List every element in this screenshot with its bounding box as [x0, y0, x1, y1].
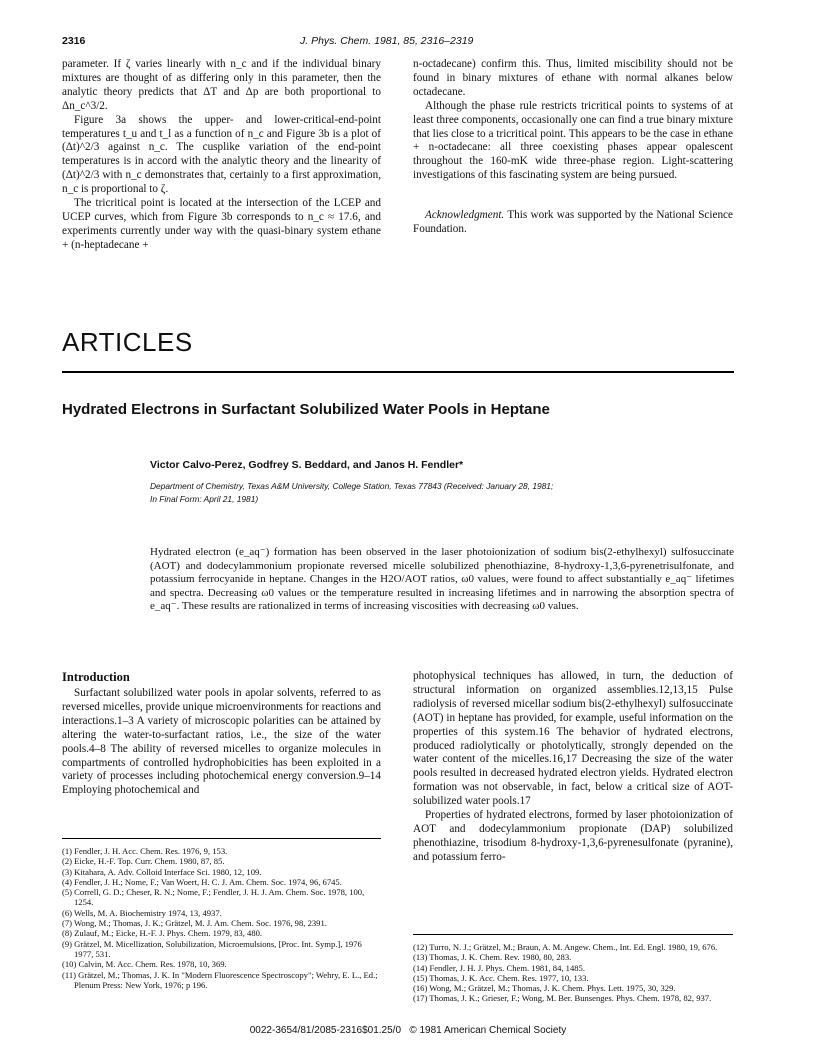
top-right-paragraph-2: Although the phase rule restricts tricritical points to systems of at least three components, occasionally one can find a true binary mixture that lies close to a tricritical point. This appears to be the case in ethane + n-octadecane: all three coexisting phases appear opalescent throughout the 160-mK wide three-phase region. Light-scattering investigations of this fascinating system are being pursued. [413, 99, 733, 182]
affiliation-line-2: In Final Form: April 21, 1981) [150, 494, 259, 504]
introduction-paragraph-1: Surfactant solubilized water pools in apolar solvents, referred to as reversed micelles, provide unique microenvironments for reactions and interactions.1–3 A variety of microscopic polarities can be attained by altering the water-to-surfactant ratios, i.e., the size of the water pools.4–8 The ability of reversed micelles to organize molecules in compartments of controlled hydrophobicities has been exploited in a variety of processes including photochemical energy conversion.9–14 Employing photochemical and [62, 687, 381, 797]
footnote-rule-right [413, 934, 733, 935]
footnote-rule-left [62, 838, 381, 839]
reference-item: (5) Correll, G. D.; Cheser, R. N.; Nome, F.; Fendler, J. H. J. Am. Chem. Soc. 1978, 100, 1254. [62, 887, 365, 908]
introduction-left-column [62, 687, 381, 798]
introduction-paragraph-2: photophysical techniques has allowed, in turn, the deduction of structural information on organized assemblies.12,13,15 Pulse radiolysis of reversed micellar sodium bis(2-ethylhexyl) sulfosuccinate (AOT) in heptane has provided, for example, useful information on the properties of this system.16 The behavior of hydrated electrons, produced radiolytically or photolytically, strongly depended on the water content of the micelles.16,17 Decreasing the size of the water pools resulted in decreased hydrated electron yields. Hydrated electron formation was not observable, in fact, below a critical size of AOT-solubilized water pools.17 [413, 670, 733, 808]
acknowledgment-label: Acknowledgment. [425, 209, 505, 222]
reference-item: (7) Wong, M.; Thomas, J. K.; Grätzel, M. J. Am. Chem. Soc. 1976, 98, 2391. [62, 918, 327, 929]
reference-item: (12) Turro, N. J.; Grätzel, M.; Braun, A. M. Angew. Chem., Int. Ed. Engl. 1980, 19, 676. [413, 942, 718, 952]
top-left-paragraph-3: The tricritical point is located at the intersection of the LCEP and UCEP curves, which from Figure 3b corresponds to n_c ≈ 17.6, and experiments currently under way with the quasi-binary system ethane + (n-heptadecane + [62, 197, 381, 251]
top-left-paragraph-2: Figure 3a shows the upper- and lower-critical-end-point temperatures t_u and t_l as a function of n_c and Figure 3b is a plot of (Δt)^2/3 against n_c. The cusplike variation of the end-point temperatures is in accord with the analytic theory and the linearity of (Δt)^2/3 with n_c demonstrates that, certainly to a first approximation, n_c is proportional to ζ. [62, 113, 381, 196]
top-left-paragraph-1: parameter. If ζ varies linearly with n_c and if the individual binary mixtures are thought of as differing only in this parameter, then the analytic theory predicts that ΔT and Δp are both proportional to Δn_c^3/2. [62, 58, 381, 112]
top-right-column [413, 58, 733, 237]
reference-item: (11) Grätzel, M.; Thomas, J. K. In "Modern Fluorescence Spectroscopy"; Wehry, E. L., Ed.; Plenum Press: New York, 1976; p 196. [62, 969, 378, 990]
introduction-right-column [413, 670, 733, 865]
reference-item: (9) Grätzel, M. Micellization, Solubilization, Microemulsions, [Proc. Int. Symp.], 1976 1977, 531. [62, 938, 362, 959]
reference-item: (4) Fendler, J. H.; Nome, F.; Van Woert, H. C. J. Am. Chem. Soc. 1974, 96, 6745. [62, 876, 342, 887]
reference-item: (3) Kitahara, A. Adv. Colloid Interface Sci. 1980, 12, 109. [62, 866, 262, 877]
reference-item: (16) Wong, M.; Grätzel, M.; Thomas, J. K. Chem. Phys. Lett. 1975, 30, 329. [413, 983, 676, 994]
article-title: Hydrated Electrons in Surfactant Solubilized Water Pools in Heptane [62, 401, 550, 418]
reference-item: (14) Fendler, J. H. J. Phys. Chem. 1981, 84, 1485. [413, 962, 586, 973]
running-header: J. Phys. Chem. 1981, 85, 2316–2319 [300, 35, 474, 47]
reference-item: (15) Thomas, J. K. Acc. Chem. Res. 1977, 10, 133. [413, 972, 589, 983]
page-number: 2316 [62, 35, 86, 47]
page-footer: 0022-3654/81/2085-2316$01.25/0 © 1981 American Chemical Society [249, 1025, 567, 1036]
reference-item: (6) Wells, M. A. Biochemistry 1974, 13, 4937. [62, 907, 222, 918]
references-left [62, 846, 381, 990]
acknowledgment-text: This work was supported by the National Science Foundation. [413, 209, 733, 236]
reference-item: (2) Eicke, H.-F. Top. Curr. Chem. 1980, 87, 85. [62, 856, 225, 867]
abstract: Hydrated electron (e_aq⁻) formation has been observed in the laser photoionization of sodium bis(2-ethylhexyl) sulfosuccinate (AOT) and dodecylammonium propionate reversed micelle solubilized phenothiazine, 8-hydroxy-1,3,6-pyrenetrisulfonate, and potassium ferrocyanide in heptane. Changes in the H2O/AOT ratios, ω0 values, were found to affect substantially e_aq⁻ lifetimes and spectra. Decreasing ω0 values or the temperature resulted in increasing lifetimes and in narrowing the absorption spectra of e_aq⁻. These results are rationalized in terms of increasing viscosities with decreasing ω0 values. [150, 546, 734, 613]
reference-item: (1) Fendler, J. H. Acc. Chem. Res. 1976, 9, 153. [62, 846, 228, 856]
introduction-heading: Introduction [62, 670, 130, 684]
reference-item: (8) Zulauf, M.; Eicke, H.-F. J. Phys. Chem. 1979, 83, 480. [62, 928, 263, 939]
article-authors: Victor Calvo-Perez, Godfrey S. Beddard, and Janos H. Fendler* [150, 459, 464, 471]
reference-item: (13) Thomas, J. K. Chem. Rev. 1980, 80, 283. [413, 952, 572, 963]
top-right-paragraph-1: n-octadecane) confirm this. Thus, limited miscibility should not be found in binary mixtures of ethane with normal alkanes below octadecane. [413, 58, 733, 98]
reference-item: (17) Thomas, J. K.; Grieser, F.; Wong, M. Ber. Bunsenges. Phys. Chem. 1978, 82, 937. [413, 993, 712, 1004]
introduction-paragraph-3: Properties of hydrated electrons, formed by laser photoionization of AOT and dodecylammonium propionate (DAP) solubilized phenothiazine, trisodium 8-hydroxy-1,3,6-pyrenesulfonate (pyranine), and potassium ferro- [413, 809, 733, 863]
affiliation-line-1: Department of Chemistry, Texas A&M University, College Station, Texas 77843 (Received: January 28, 1981; [150, 481, 554, 491]
acknowledgment [413, 209, 733, 237]
section-heading: ARTICLES [62, 327, 193, 357]
references-right [413, 942, 733, 1004]
top-left-column [62, 58, 381, 253]
section-rule [62, 371, 734, 373]
reference-item: (10) Calvin, M. Acc. Chem. Res. 1978, 10, 369. [62, 959, 227, 970]
